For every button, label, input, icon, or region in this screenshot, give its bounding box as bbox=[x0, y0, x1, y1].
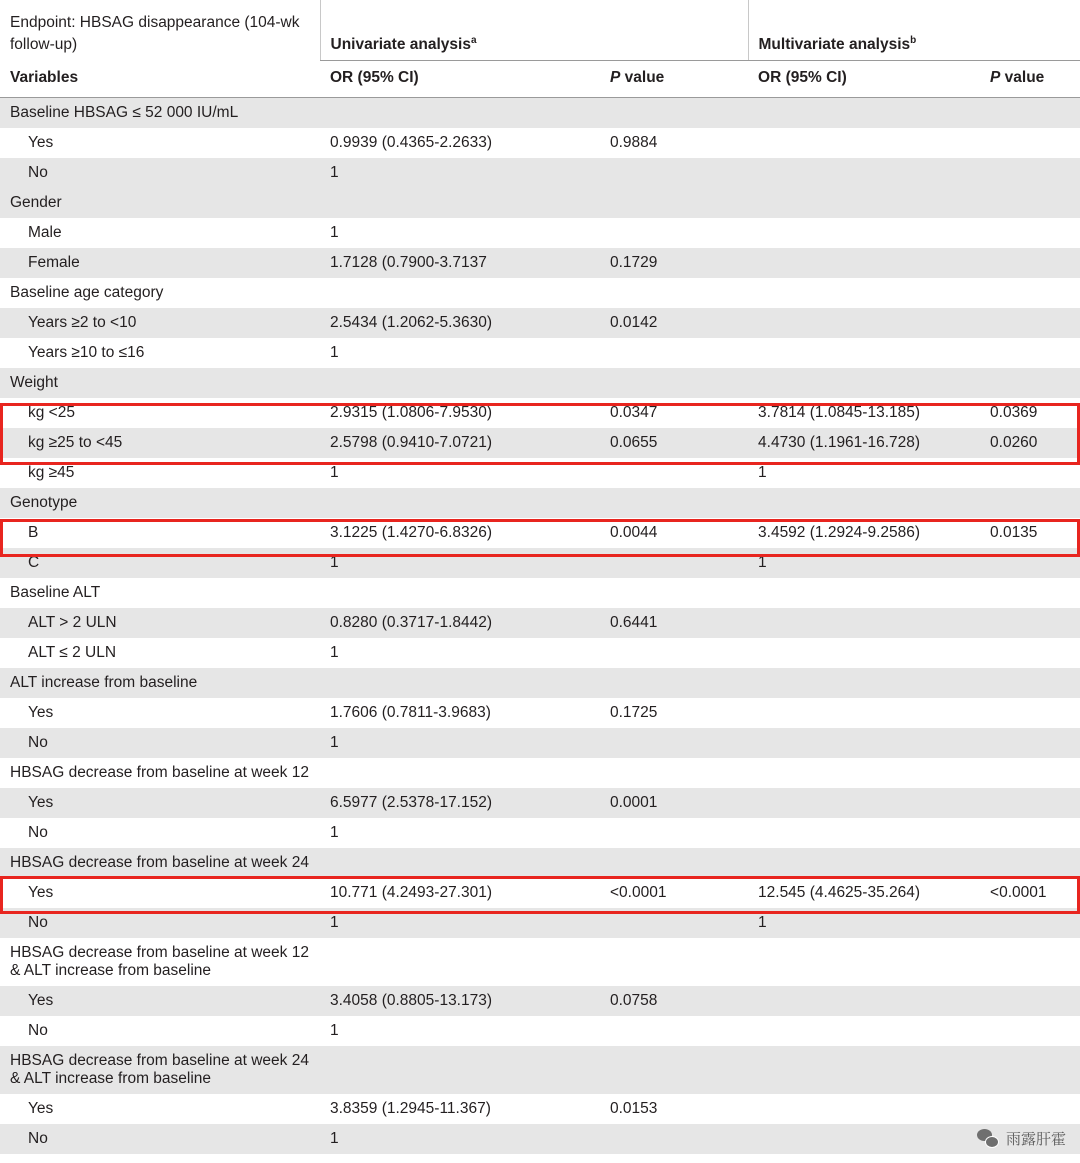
univariate-or-value bbox=[320, 938, 600, 986]
univariate-p-value bbox=[600, 458, 748, 488]
multivariate-p-value bbox=[980, 248, 1080, 278]
univariate-or-value: 1 bbox=[320, 338, 600, 368]
multivariate-p-value bbox=[980, 608, 1080, 638]
multivariate-p-value bbox=[980, 668, 1080, 698]
row-group-label: Genotype bbox=[0, 488, 320, 518]
row-group-label: Baseline age category bbox=[0, 278, 320, 308]
multivariate-or-value bbox=[748, 1016, 980, 1046]
table-row bbox=[0, 608, 1080, 638]
univariate-footnote-marker: a bbox=[470, 34, 477, 46]
table-row bbox=[0, 1124, 1080, 1154]
univariate-or-value: 6.5977 (2.5378-17.152) bbox=[320, 788, 600, 818]
table-row bbox=[0, 548, 1080, 578]
row-variable-label: Male bbox=[0, 218, 320, 248]
multivariate-or-value bbox=[748, 788, 980, 818]
row-variable-label: Years ≥10 to ≤16 bbox=[0, 338, 320, 368]
row-variable-label: No bbox=[0, 158, 320, 188]
univariate-or-value: 1 bbox=[320, 548, 600, 578]
table-row bbox=[0, 158, 1080, 188]
multivariate-p-value bbox=[980, 986, 1080, 1016]
multivariate-or-value bbox=[748, 1124, 980, 1154]
p-italic: P bbox=[610, 68, 621, 86]
univariate-or-value bbox=[320, 188, 600, 218]
univariate-p-value: 0.6441 bbox=[600, 608, 748, 638]
multivariate-p-value: 0.0369 bbox=[980, 398, 1080, 428]
multivariate-or-value bbox=[748, 818, 980, 848]
univariate-or-value bbox=[320, 368, 600, 398]
table-row bbox=[0, 668, 1080, 698]
univariate-p-value bbox=[600, 1124, 748, 1154]
multivariate-or-value: 3.4592 (1.2924-9.2586) bbox=[748, 518, 980, 548]
univariate-p-value: 0.0758 bbox=[600, 986, 748, 1016]
table-row bbox=[0, 908, 1080, 938]
multivariate-p-value bbox=[980, 698, 1080, 728]
row-group-label: HBSAG decrease from baseline at week 24 bbox=[0, 848, 320, 878]
univariate-or-value: 1 bbox=[320, 158, 600, 188]
row-group-label: Weight bbox=[0, 368, 320, 398]
table-header-sub-row bbox=[0, 60, 1080, 97]
multivariate-analysis-label: Multivariate analysis bbox=[758, 35, 911, 53]
multivariate-p-value bbox=[980, 188, 1080, 218]
multivariate-or-value: 1 bbox=[748, 908, 980, 938]
univariate-or-value bbox=[320, 578, 600, 608]
univariate-p-value bbox=[600, 278, 748, 308]
univariate-p-value bbox=[600, 158, 748, 188]
table-header-top-row bbox=[0, 0, 1080, 60]
univariate-or-value: 0.8280 (0.3717-1.8442) bbox=[320, 608, 600, 638]
multivariate-or-value bbox=[748, 188, 980, 218]
multivariate-or-value bbox=[748, 668, 980, 698]
univariate-p-value: <0.0001 bbox=[600, 878, 748, 908]
table-row bbox=[0, 488, 1080, 518]
multivariate-or-value bbox=[748, 608, 980, 638]
univariate-or-value: 1 bbox=[320, 728, 600, 758]
wechat-icon bbox=[977, 1129, 999, 1148]
univariate-or-value bbox=[320, 668, 600, 698]
multivariate-p-value bbox=[980, 308, 1080, 338]
row-variable-label: No bbox=[0, 1016, 320, 1046]
multivariate-p-value bbox=[980, 548, 1080, 578]
multivariate-p-value: 0.0260 bbox=[980, 428, 1080, 458]
univariate-p-value bbox=[600, 758, 748, 788]
row-variable-label: C bbox=[0, 548, 320, 578]
row-group-label: HBSAG decrease from baseline at week 12 & ALT increase from baseline bbox=[0, 938, 320, 986]
multivariate-p-value bbox=[980, 128, 1080, 158]
table-row bbox=[0, 638, 1080, 668]
multivariate-or-value bbox=[748, 248, 980, 278]
row-group-label: Baseline ALT bbox=[0, 578, 320, 608]
univariate-or-value: 3.8359 (1.2945-11.367) bbox=[320, 1094, 600, 1124]
table-row bbox=[0, 278, 1080, 308]
table-row bbox=[0, 97, 1080, 128]
table-row bbox=[0, 1046, 1080, 1094]
univariate-or-value: 2.5434 (1.2062-5.3630) bbox=[320, 308, 600, 338]
univariate-or-value: 0.9939 (0.4365-2.2633) bbox=[320, 128, 600, 158]
watermark-text: 雨露肝霍 bbox=[1005, 1131, 1066, 1148]
multivariate-p-value bbox=[980, 788, 1080, 818]
multivariate-or-value bbox=[748, 218, 980, 248]
table-row bbox=[0, 986, 1080, 1016]
multivariate-or-value bbox=[748, 338, 980, 368]
multivariate-p-value bbox=[980, 488, 1080, 518]
univariate-or-value: 1 bbox=[320, 908, 600, 938]
multivariate-p-value bbox=[980, 938, 1080, 986]
univariate-p-value: 0.0001 bbox=[600, 788, 748, 818]
univariate-or-value: 2.5798 (0.9410-7.0721) bbox=[320, 428, 600, 458]
univariate-analysis-label: Univariate analysis bbox=[330, 35, 471, 53]
multivariate-p-value bbox=[980, 728, 1080, 758]
univariate-or-value: 1.7606 (0.7811-3.9683) bbox=[320, 698, 600, 728]
multivariate-or-value: 12.545 (4.4625-35.264) bbox=[748, 878, 980, 908]
row-variable-label: ALT ≤ 2 ULN bbox=[0, 638, 320, 668]
watermark bbox=[977, 1128, 1066, 1149]
table-row bbox=[0, 518, 1080, 548]
table-row bbox=[0, 1094, 1080, 1124]
row-variable-label: ALT > 2 ULN bbox=[0, 608, 320, 638]
univariate-p-value bbox=[600, 548, 748, 578]
row-variable-label: No bbox=[0, 1124, 320, 1154]
univariate-p-value bbox=[600, 728, 748, 758]
univariate-p-value bbox=[600, 1046, 748, 1094]
multivariate-p-value: <0.0001 bbox=[980, 878, 1080, 908]
multivariate-analysis-header bbox=[748, 0, 1080, 60]
multivariate-or-value bbox=[748, 368, 980, 398]
univariate-or-value: 1 bbox=[320, 818, 600, 848]
multivariate-or-value bbox=[748, 986, 980, 1016]
table-row bbox=[0, 398, 1080, 428]
univariate-p-value: 0.0153 bbox=[600, 1094, 748, 1124]
univariate-or-value bbox=[320, 758, 600, 788]
univariate-p-value bbox=[600, 938, 748, 986]
table-row bbox=[0, 728, 1080, 758]
table-row bbox=[0, 698, 1080, 728]
multivariate-p-column-header bbox=[980, 60, 1080, 97]
table-row bbox=[0, 128, 1080, 158]
row-variable-label: Female bbox=[0, 248, 320, 278]
multivariate-or-value bbox=[748, 1046, 980, 1094]
univariate-p-value: 0.0655 bbox=[600, 428, 748, 458]
row-variable-label: kg <25 bbox=[0, 398, 320, 428]
multivariate-or-value bbox=[748, 128, 980, 158]
multivariate-or-value bbox=[748, 278, 980, 308]
p-rest: value bbox=[620, 68, 665, 86]
table-header bbox=[0, 0, 1080, 97]
table-row bbox=[0, 1016, 1080, 1046]
table-row bbox=[0, 188, 1080, 218]
multivariate-p-value bbox=[980, 908, 1080, 938]
row-variable-label: Yes bbox=[0, 698, 320, 728]
multivariate-footnote-marker: b bbox=[910, 34, 917, 46]
univariate-or-value: 2.9315 (1.0806-7.9530) bbox=[320, 398, 600, 428]
univariate-p-value: 0.9884 bbox=[600, 128, 748, 158]
multivariate-or-value: 1 bbox=[748, 548, 980, 578]
multivariate-p-value bbox=[980, 368, 1080, 398]
row-variable-label: Yes bbox=[0, 1094, 320, 1124]
row-variable-label: Years ≥2 to <10 bbox=[0, 308, 320, 338]
table-row bbox=[0, 848, 1080, 878]
univariate-p-value bbox=[600, 488, 748, 518]
row-group-label: Gender bbox=[0, 188, 320, 218]
table-row bbox=[0, 878, 1080, 908]
univariate-p-value bbox=[600, 848, 748, 878]
multivariate-p-value bbox=[980, 338, 1080, 368]
multivariate-p-value bbox=[980, 218, 1080, 248]
univariate-or-value bbox=[320, 97, 600, 128]
multivariate-or-value: 4.4730 (1.1961-16.728) bbox=[748, 428, 980, 458]
univariate-p-value bbox=[600, 818, 748, 848]
multivariate-p-value bbox=[980, 818, 1080, 848]
multivariate-or-value bbox=[748, 308, 980, 338]
univariate-or-value bbox=[320, 848, 600, 878]
univariate-p-value: 0.0347 bbox=[600, 398, 748, 428]
univariate-or-value: 10.771 (4.2493-27.301) bbox=[320, 878, 600, 908]
multivariate-or-value bbox=[748, 728, 980, 758]
row-variable-label: Yes bbox=[0, 128, 320, 158]
univariate-or-value: 3.4058 (0.8805-13.173) bbox=[320, 986, 600, 1016]
univariate-or-value bbox=[320, 1046, 600, 1094]
univariate-p-value bbox=[600, 638, 748, 668]
multivariate-p-value bbox=[980, 578, 1080, 608]
multivariate-or-value: 1 bbox=[748, 458, 980, 488]
multivariate-p-value bbox=[980, 1094, 1080, 1124]
multivariate-or-value bbox=[748, 488, 980, 518]
table-row bbox=[0, 938, 1080, 986]
univariate-p-value: 0.1725 bbox=[600, 698, 748, 728]
multivariate-or-value bbox=[748, 758, 980, 788]
univariate-p-value bbox=[600, 1016, 748, 1046]
table-row bbox=[0, 338, 1080, 368]
multivariate-or-value bbox=[748, 848, 980, 878]
multivariate-p-value bbox=[980, 638, 1080, 668]
univariate-p-value bbox=[600, 578, 748, 608]
multivariate-or-value bbox=[748, 938, 980, 986]
row-variable-label: Yes bbox=[0, 878, 320, 908]
univariate-p-value bbox=[600, 97, 748, 128]
multivariate-or-value: 3.7814 (1.0845-13.185) bbox=[748, 398, 980, 428]
multivariate-p-value bbox=[980, 97, 1080, 128]
row-group-label: ALT increase from baseline bbox=[0, 668, 320, 698]
univariate-p-value bbox=[600, 368, 748, 398]
univariate-p-value: 0.0142 bbox=[600, 308, 748, 338]
multivariate-or-value bbox=[748, 698, 980, 728]
univariate-or-value: 1 bbox=[320, 1124, 600, 1154]
univariate-p-value: 0.1729 bbox=[600, 248, 748, 278]
table-row bbox=[0, 248, 1080, 278]
univariate-p-value: 0.0044 bbox=[600, 518, 748, 548]
row-variable-label: Yes bbox=[0, 788, 320, 818]
table-row bbox=[0, 218, 1080, 248]
univariate-analysis-header bbox=[320, 0, 748, 60]
univariate-or-value: 1 bbox=[320, 638, 600, 668]
variables-column-header: Variables bbox=[0, 60, 320, 97]
multivariate-p-value bbox=[980, 458, 1080, 488]
multivariate-or-value bbox=[748, 638, 980, 668]
univariate-or-value: 1.7128 (0.7900-3.7137 bbox=[320, 248, 600, 278]
row-group-label: HBSAG decrease from baseline at week 24 & ALT increase from baseline bbox=[0, 1046, 320, 1094]
univariate-p-value bbox=[600, 188, 748, 218]
univariate-p-value bbox=[600, 908, 748, 938]
multivariate-or-value bbox=[748, 158, 980, 188]
table-row bbox=[0, 428, 1080, 458]
multivariate-p-value bbox=[980, 1046, 1080, 1094]
endpoint-label: Endpoint: HBSAG disappearance (104-wk follow-up) bbox=[10, 14, 300, 53]
univariate-p-value bbox=[600, 668, 748, 698]
multivariate-p-value bbox=[980, 848, 1080, 878]
univariate-or-value: 1 bbox=[320, 1016, 600, 1046]
table-row bbox=[0, 578, 1080, 608]
univariate-p-column-header bbox=[600, 60, 748, 97]
row-variable-label: kg ≥45 bbox=[0, 458, 320, 488]
multivariate-p-value bbox=[980, 1016, 1080, 1046]
row-variable-label: Yes bbox=[0, 986, 320, 1016]
table-row bbox=[0, 308, 1080, 338]
multivariate-or-value bbox=[748, 578, 980, 608]
table-row bbox=[0, 368, 1080, 398]
table-body bbox=[0, 97, 1080, 1154]
table-row bbox=[0, 818, 1080, 848]
table-row bbox=[0, 458, 1080, 488]
univariate-or-value: 1 bbox=[320, 218, 600, 248]
multivariate-or-value bbox=[748, 97, 980, 128]
row-variable-label: kg ≥25 to <45 bbox=[0, 428, 320, 458]
univariate-or-column-header: OR (95% CI) bbox=[320, 60, 600, 97]
univariate-or-value: 1 bbox=[320, 458, 600, 488]
univariate-p-value bbox=[600, 338, 748, 368]
row-variable-label: No bbox=[0, 818, 320, 848]
univariate-or-value: 3.1225 (1.4270-6.8326) bbox=[320, 518, 600, 548]
multivariate-p-value bbox=[980, 758, 1080, 788]
multivariate-or-column-header: OR (95% CI) bbox=[748, 60, 980, 97]
p-italic: P bbox=[990, 68, 1001, 86]
table-row bbox=[0, 758, 1080, 788]
row-group-label: Baseline HBSAG ≤ 52 000 IU/mL bbox=[0, 97, 320, 128]
row-variable-label: No bbox=[0, 728, 320, 758]
multivariate-or-value bbox=[748, 1094, 980, 1124]
multivariate-p-value bbox=[980, 158, 1080, 188]
univariate-p-value bbox=[600, 218, 748, 248]
univariate-or-value bbox=[320, 488, 600, 518]
multivariate-p-value bbox=[980, 278, 1080, 308]
row-group-label: HBSAG decrease from baseline at week 12 bbox=[0, 758, 320, 788]
multivariate-p-value: 0.0135 bbox=[980, 518, 1080, 548]
table-row bbox=[0, 788, 1080, 818]
p-rest: value bbox=[1000, 68, 1045, 86]
row-variable-label: No bbox=[0, 908, 320, 938]
univariate-or-value bbox=[320, 278, 600, 308]
row-variable-label: B bbox=[0, 518, 320, 548]
